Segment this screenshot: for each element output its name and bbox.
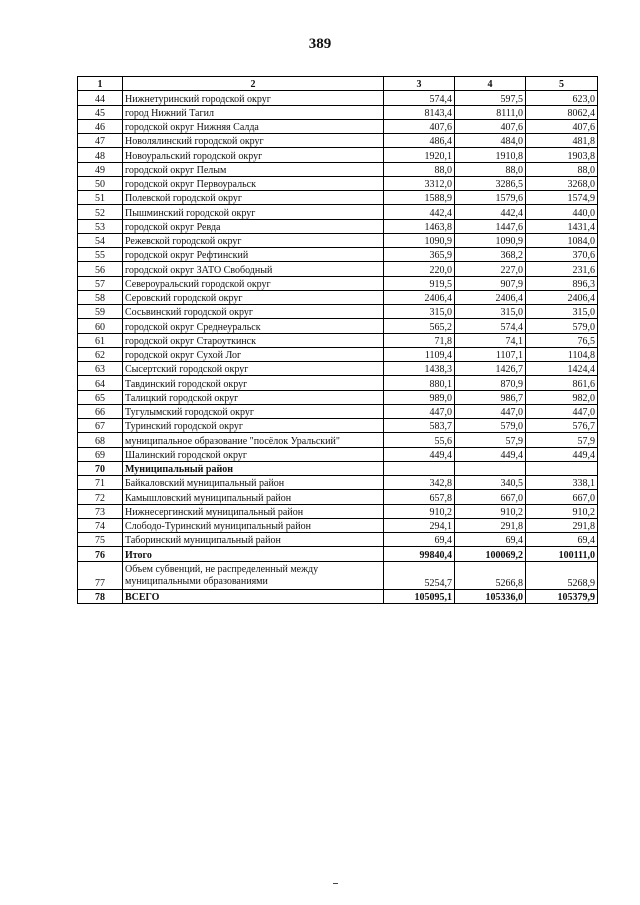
- row-name-cell: Итого: [123, 547, 384, 561]
- row-number-cell: 45: [78, 105, 123, 119]
- row-value-col3-cell: 447,0: [384, 404, 455, 418]
- row-value-col3-cell: [384, 461, 455, 475]
- header-cell-1: 1: [78, 77, 123, 91]
- table-row: [78, 305, 598, 319]
- row-value-col5-cell: 8062,4: [526, 105, 598, 119]
- row-number-cell: 66: [78, 404, 123, 418]
- row-value-col4-cell: 574,4: [455, 319, 526, 333]
- row-value-col3-cell: 565,2: [384, 319, 455, 333]
- row-name-cell: Сысертский городской округ: [123, 362, 384, 376]
- row-value-col4-cell: 667,0: [455, 490, 526, 504]
- row-value-col4-cell: 1426,7: [455, 362, 526, 376]
- row-value-col4-cell: 1107,1: [455, 347, 526, 361]
- row-value-col3-cell: 1090,9: [384, 233, 455, 247]
- row-name-cell: Сосьвинский городской округ: [123, 305, 384, 319]
- row-value-col4-cell: 8111,0: [455, 105, 526, 119]
- row-value-col3-cell: 99840,4: [384, 547, 455, 561]
- row-value-col3-cell: 486,4: [384, 134, 455, 148]
- row-name-cell: городской округ Сухой Лог: [123, 347, 384, 361]
- table-row: [78, 447, 598, 461]
- row-value-col5-cell: 291,8: [526, 518, 598, 532]
- row-value-col4-cell: 447,0: [455, 404, 526, 418]
- row-name-cell: Байкаловский муниципальный район: [123, 476, 384, 490]
- row-number-cell: 49: [78, 162, 123, 176]
- row-value-col5-cell: 449,4: [526, 447, 598, 461]
- row-value-col5-cell: 5268,9: [526, 561, 598, 589]
- row-value-col5-cell: [526, 461, 598, 475]
- row-name-cell: Нижнетуринский городской округ: [123, 91, 384, 105]
- row-name-cell: Слободо-Туринский муниципальный район: [123, 518, 384, 532]
- table-row: [78, 205, 598, 219]
- table-row: [78, 119, 598, 133]
- row-value-col5-cell: 1084,0: [526, 233, 598, 247]
- row-value-col5-cell: 982,0: [526, 390, 598, 404]
- row-name-cell: городской округ Рефтинский: [123, 248, 384, 262]
- row-value-col3-cell: 910,2: [384, 504, 455, 518]
- row-value-col5-cell: 440,0: [526, 205, 598, 219]
- row-name-cell: Таборинский муниципальный район: [123, 533, 384, 547]
- row-name-cell: Новолялинский городской округ: [123, 134, 384, 148]
- table-row: [78, 419, 598, 433]
- row-value-col5-cell: 315,0: [526, 305, 598, 319]
- row-name-cell: Режевской городской округ: [123, 233, 384, 247]
- table-row: [78, 376, 598, 390]
- row-name-cell: Муниципальный район: [123, 461, 384, 475]
- row-value-col3-cell: 1109,4: [384, 347, 455, 361]
- row-name-cell: городской округ Староуткинск: [123, 333, 384, 347]
- row-value-col4-cell: 907,9: [455, 276, 526, 290]
- row-value-col4-cell: 484,0: [455, 134, 526, 148]
- row-value-col5-cell: 861,6: [526, 376, 598, 390]
- row-value-col3-cell: 1463,8: [384, 219, 455, 233]
- row-number-cell: 77: [78, 561, 123, 589]
- row-number-cell: 70: [78, 461, 123, 475]
- row-value-col4-cell: 597,5: [455, 91, 526, 105]
- row-value-col5-cell: 896,3: [526, 276, 598, 290]
- row-name-cell: городской округ Среднеуральск: [123, 319, 384, 333]
- row-value-col3-cell: 919,5: [384, 276, 455, 290]
- row-value-col3-cell: 88,0: [384, 162, 455, 176]
- row-value-col5-cell: 623,0: [526, 91, 598, 105]
- row-value-col3-cell: 1920,1: [384, 148, 455, 162]
- row-name-cell: Туринский городской округ: [123, 419, 384, 433]
- row-value-col4-cell: 579,0: [455, 419, 526, 433]
- row-value-col5-cell: 2406,4: [526, 290, 598, 304]
- table-row: [78, 290, 598, 304]
- row-number-cell: 69: [78, 447, 123, 461]
- table-row: [78, 176, 598, 190]
- row-name-cell: город Нижний Тагил: [123, 105, 384, 119]
- row-number-cell: 48: [78, 148, 123, 162]
- row-value-col3-cell: 449,4: [384, 447, 455, 461]
- row-value-col5-cell: 1104,8: [526, 347, 598, 361]
- row-number-cell: 46: [78, 119, 123, 133]
- row-value-col3-cell: 105095,1: [384, 589, 455, 603]
- row-value-col5-cell: 57,9: [526, 433, 598, 447]
- row-value-col4-cell: 340,5: [455, 476, 526, 490]
- row-number-cell: 53: [78, 219, 123, 233]
- row-number-cell: 52: [78, 205, 123, 219]
- row-number-cell: 67: [78, 419, 123, 433]
- row-value-col3-cell: 1438,3: [384, 362, 455, 376]
- row-value-col3-cell: 69,4: [384, 533, 455, 547]
- row-number-cell: 58: [78, 290, 123, 304]
- row-value-col5-cell: 1424,4: [526, 362, 598, 376]
- header-cell-5: 5: [526, 77, 598, 91]
- table-row: [78, 504, 598, 518]
- row-number-cell: 54: [78, 233, 123, 247]
- row-value-col4-cell: 291,8: [455, 518, 526, 532]
- row-value-col4-cell: 1910,8: [455, 148, 526, 162]
- row-name-cell: Серовский городской округ: [123, 290, 384, 304]
- row-value-col4-cell: [455, 461, 526, 475]
- row-number-cell: 60: [78, 319, 123, 333]
- row-name-cell: Нижнесергинский муниципальный район: [123, 504, 384, 518]
- row-value-col3-cell: 657,8: [384, 490, 455, 504]
- row-value-col5-cell: 370,6: [526, 248, 598, 262]
- row-value-col4-cell: 870,9: [455, 376, 526, 390]
- row-value-col4-cell: 407,6: [455, 119, 526, 133]
- row-value-col3-cell: 2406,4: [384, 290, 455, 304]
- row-name-cell: ВСЕГО: [123, 589, 384, 603]
- row-value-col4-cell: 3286,5: [455, 176, 526, 190]
- row-value-col4-cell: 1579,6: [455, 191, 526, 205]
- row-number-cell: 75: [78, 533, 123, 547]
- row-value-col3-cell: 294,1: [384, 518, 455, 532]
- table-row: [78, 347, 598, 361]
- row-value-col4-cell: 910,2: [455, 504, 526, 518]
- row-number-cell: 50: [78, 176, 123, 190]
- row-value-col5-cell: 1574,9: [526, 191, 598, 205]
- row-value-col5-cell: 338,1: [526, 476, 598, 490]
- table-row: [78, 191, 598, 205]
- row-value-col3-cell: 574,4: [384, 91, 455, 105]
- table-row: [78, 533, 598, 547]
- table-row: [78, 561, 598, 589]
- row-value-col3-cell: 365,9: [384, 248, 455, 262]
- table-row: [78, 319, 598, 333]
- row-value-col4-cell: 5266,8: [455, 561, 526, 589]
- table-row: [78, 276, 598, 290]
- table-row: [78, 490, 598, 504]
- row-value-col3-cell: 989,0: [384, 390, 455, 404]
- table-row: [78, 518, 598, 532]
- row-name-cell: Североуральский городской округ: [123, 276, 384, 290]
- row-value-col4-cell: 69,4: [455, 533, 526, 547]
- row-value-col5-cell: 231,6: [526, 262, 598, 276]
- row-value-col5-cell: 100111,0: [526, 547, 598, 561]
- footer-mark: [333, 883, 338, 884]
- row-value-col3-cell: 5254,7: [384, 561, 455, 589]
- header-cell-3: 3: [384, 77, 455, 91]
- row-number-cell: 78: [78, 589, 123, 603]
- row-value-col4-cell: 2406,4: [455, 290, 526, 304]
- row-number-cell: 72: [78, 490, 123, 504]
- row-value-col5-cell: 910,2: [526, 504, 598, 518]
- row-name-cell: городской округ Первоуральск: [123, 176, 384, 190]
- row-value-col3-cell: 880,1: [384, 376, 455, 390]
- row-number-cell: 61: [78, 333, 123, 347]
- row-number-cell: 73: [78, 504, 123, 518]
- table-row: [78, 362, 598, 376]
- row-name-cell: Новоуральский городской округ: [123, 148, 384, 162]
- table-row: [78, 461, 598, 475]
- table-row: [78, 547, 598, 561]
- row-number-cell: 62: [78, 347, 123, 361]
- row-name-cell: городской округ Нижняя Салда: [123, 119, 384, 133]
- header-cell-2: 2: [123, 77, 384, 91]
- row-value-col3-cell: 342,8: [384, 476, 455, 490]
- table-row: [78, 219, 598, 233]
- table-row: [78, 433, 598, 447]
- row-name-cell: Камышловский муниципальный район: [123, 490, 384, 504]
- row-value-col3-cell: 3312,0: [384, 176, 455, 190]
- row-value-col4-cell: 449,4: [455, 447, 526, 461]
- row-value-col3-cell: 8143,4: [384, 105, 455, 119]
- row-name-cell: Пышминский городской округ: [123, 205, 384, 219]
- table-row: [78, 162, 598, 176]
- row-number-cell: 68: [78, 433, 123, 447]
- row-name-cell: Объем субвенций, не распределенный между муниципальными образованиями: [123, 561, 384, 589]
- row-number-cell: 65: [78, 390, 123, 404]
- row-value-col4-cell: 315,0: [455, 305, 526, 319]
- table-row: [78, 148, 598, 162]
- row-value-col4-cell: 227,0: [455, 262, 526, 276]
- row-number-cell: 44: [78, 91, 123, 105]
- row-value-col5-cell: 576,7: [526, 419, 598, 433]
- table-body: [78, 91, 598, 604]
- row-number-cell: 59: [78, 305, 123, 319]
- row-value-col4-cell: 105336,0: [455, 589, 526, 603]
- row-value-col4-cell: 986,7: [455, 390, 526, 404]
- row-value-col5-cell: 3268,0: [526, 176, 598, 190]
- row-number-cell: 51: [78, 191, 123, 205]
- table-row: [78, 233, 598, 247]
- row-value-col5-cell: 407,6: [526, 119, 598, 133]
- row-number-cell: 55: [78, 248, 123, 262]
- row-value-col5-cell: 1903,8: [526, 148, 598, 162]
- row-name-cell: городской округ Ревда: [123, 219, 384, 233]
- row-number-cell: 47: [78, 134, 123, 148]
- row-value-col3-cell: 315,0: [384, 305, 455, 319]
- table-row: [78, 262, 598, 276]
- row-name-cell: Тугулымский городской округ: [123, 404, 384, 418]
- row-value-col3-cell: 220,0: [384, 262, 455, 276]
- table-row: [78, 91, 598, 105]
- table-header-row: [78, 77, 598, 91]
- row-value-col5-cell: 105379,9: [526, 589, 598, 603]
- row-value-col3-cell: 55,6: [384, 433, 455, 447]
- row-name-cell: Шалинский городской округ: [123, 447, 384, 461]
- row-value-col4-cell: 368,2: [455, 248, 526, 262]
- row-value-col5-cell: 481,8: [526, 134, 598, 148]
- row-name-cell: городской округ Пелым: [123, 162, 384, 176]
- row-name-cell: муниципальное образование "посёлок Уральский": [123, 433, 384, 447]
- row-value-col4-cell: 442,4: [455, 205, 526, 219]
- row-value-col4-cell: 88,0: [455, 162, 526, 176]
- table-row: [78, 248, 598, 262]
- page-number: 389: [308, 36, 332, 52]
- row-number-cell: 63: [78, 362, 123, 376]
- row-name-cell: городской округ ЗАТО Свободный: [123, 262, 384, 276]
- table-row: [78, 476, 598, 490]
- row-value-col3-cell: 1588,9: [384, 191, 455, 205]
- row-number-cell: 64: [78, 376, 123, 390]
- row-value-col4-cell: 100069,2: [455, 547, 526, 561]
- row-value-col3-cell: 442,4: [384, 205, 455, 219]
- row-value-col5-cell: 88,0: [526, 162, 598, 176]
- row-value-col3-cell: 407,6: [384, 119, 455, 133]
- table-row: [78, 404, 598, 418]
- row-name-cell: Тавдинский городской округ: [123, 376, 384, 390]
- row-value-col3-cell: 71,8: [384, 333, 455, 347]
- table-row: [78, 589, 598, 603]
- row-value-col4-cell: 1090,9: [455, 233, 526, 247]
- row-number-cell: 71: [78, 476, 123, 490]
- table-row: [78, 105, 598, 119]
- row-value-col4-cell: 57,9: [455, 433, 526, 447]
- row-value-col4-cell: 1447,6: [455, 219, 526, 233]
- table-row: [78, 134, 598, 148]
- row-value-col5-cell: 667,0: [526, 490, 598, 504]
- row-value-col5-cell: 579,0: [526, 319, 598, 333]
- row-value-col5-cell: 447,0: [526, 404, 598, 418]
- row-value-col3-cell: 583,7: [384, 419, 455, 433]
- row-number-cell: 56: [78, 262, 123, 276]
- subventions-table: [77, 76, 598, 604]
- row-number-cell: 74: [78, 518, 123, 532]
- table-row: [78, 333, 598, 347]
- row-name-cell: Полевской городской округ: [123, 191, 384, 205]
- table-row: [78, 390, 598, 404]
- row-value-col5-cell: 69,4: [526, 533, 598, 547]
- header-cell-4: 4: [455, 77, 526, 91]
- row-value-col5-cell: 1431,4: [526, 219, 598, 233]
- row-value-col5-cell: 76,5: [526, 333, 598, 347]
- row-name-cell: Талицкий городской округ: [123, 390, 384, 404]
- row-number-cell: 57: [78, 276, 123, 290]
- row-value-col4-cell: 74,1: [455, 333, 526, 347]
- row-number-cell: 76: [78, 547, 123, 561]
